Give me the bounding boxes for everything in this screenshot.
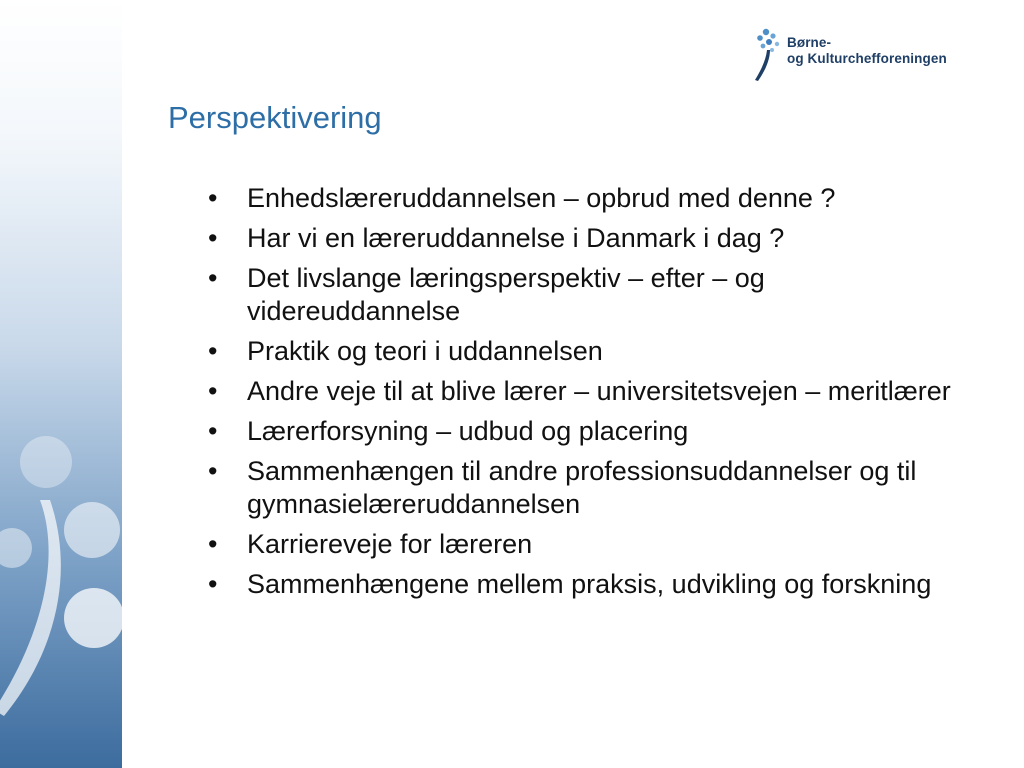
- bullet-list: [208, 182, 968, 608]
- bullet-item: [208, 222, 968, 255]
- bullet-dot-icon: •: [208, 183, 218, 213]
- bullet-dot-icon: •: [208, 336, 218, 366]
- bullet-item: [208, 375, 968, 408]
- organization-logo: [752, 26, 972, 86]
- bullet-dot-icon: •: [208, 416, 218, 446]
- bullet-text: Sammenhængene mellem praksis, udvikling og forskning: [247, 569, 932, 599]
- slide-title: Perspektivering: [168, 100, 382, 135]
- bullet-item: [208, 528, 968, 561]
- bullet-text: Har vi en læreruddannelse i Danmark i dag ?: [247, 223, 785, 253]
- bullet-text: Praktik og teori i uddannelsen: [247, 336, 603, 366]
- bullet-text: Karriereveje for læreren: [247, 529, 533, 559]
- bullet-dot-icon: •: [208, 376, 218, 406]
- bullet-text: Sammenhængen til andre professionsuddannelser og til gymnasielæreruddannelsen: [247, 456, 917, 519]
- bullet-item: [208, 568, 968, 601]
- bullet-item: [208, 455, 968, 521]
- people-dots-logo-icon: [752, 26, 782, 82]
- logo-line-2: og Kulturchefforeningen: [787, 51, 947, 66]
- bullet-dot-icon: •: [208, 569, 218, 599]
- bullet-dot-icon: •: [208, 263, 218, 293]
- bullet-dot-icon: •: [208, 223, 218, 253]
- bullet-text: Lærerforsyning – udbud og placering: [247, 416, 689, 446]
- logo-text: [787, 35, 947, 67]
- bullet-item: [208, 182, 968, 215]
- side-band-graphic: [0, 0, 122, 768]
- logo-line-1: Børne-: [787, 35, 832, 50]
- bullet-dot-icon: •: [208, 456, 218, 486]
- bullet-item: [208, 335, 968, 368]
- bullet-text: Andre veje til at blive lærer – universitetsvejen – meritlærer: [247, 376, 951, 406]
- decorative-side-band: [0, 0, 122, 768]
- bullet-text: Det livslange læringsperspektiv – efter – og videreuddannelse: [247, 263, 765, 326]
- bullet-item: [208, 262, 968, 328]
- bullet-dot-icon: •: [208, 529, 218, 559]
- bullet-text: Enhedslæreruddannelsen – opbrud med denne ?: [247, 183, 836, 213]
- bullet-item: [208, 415, 968, 448]
